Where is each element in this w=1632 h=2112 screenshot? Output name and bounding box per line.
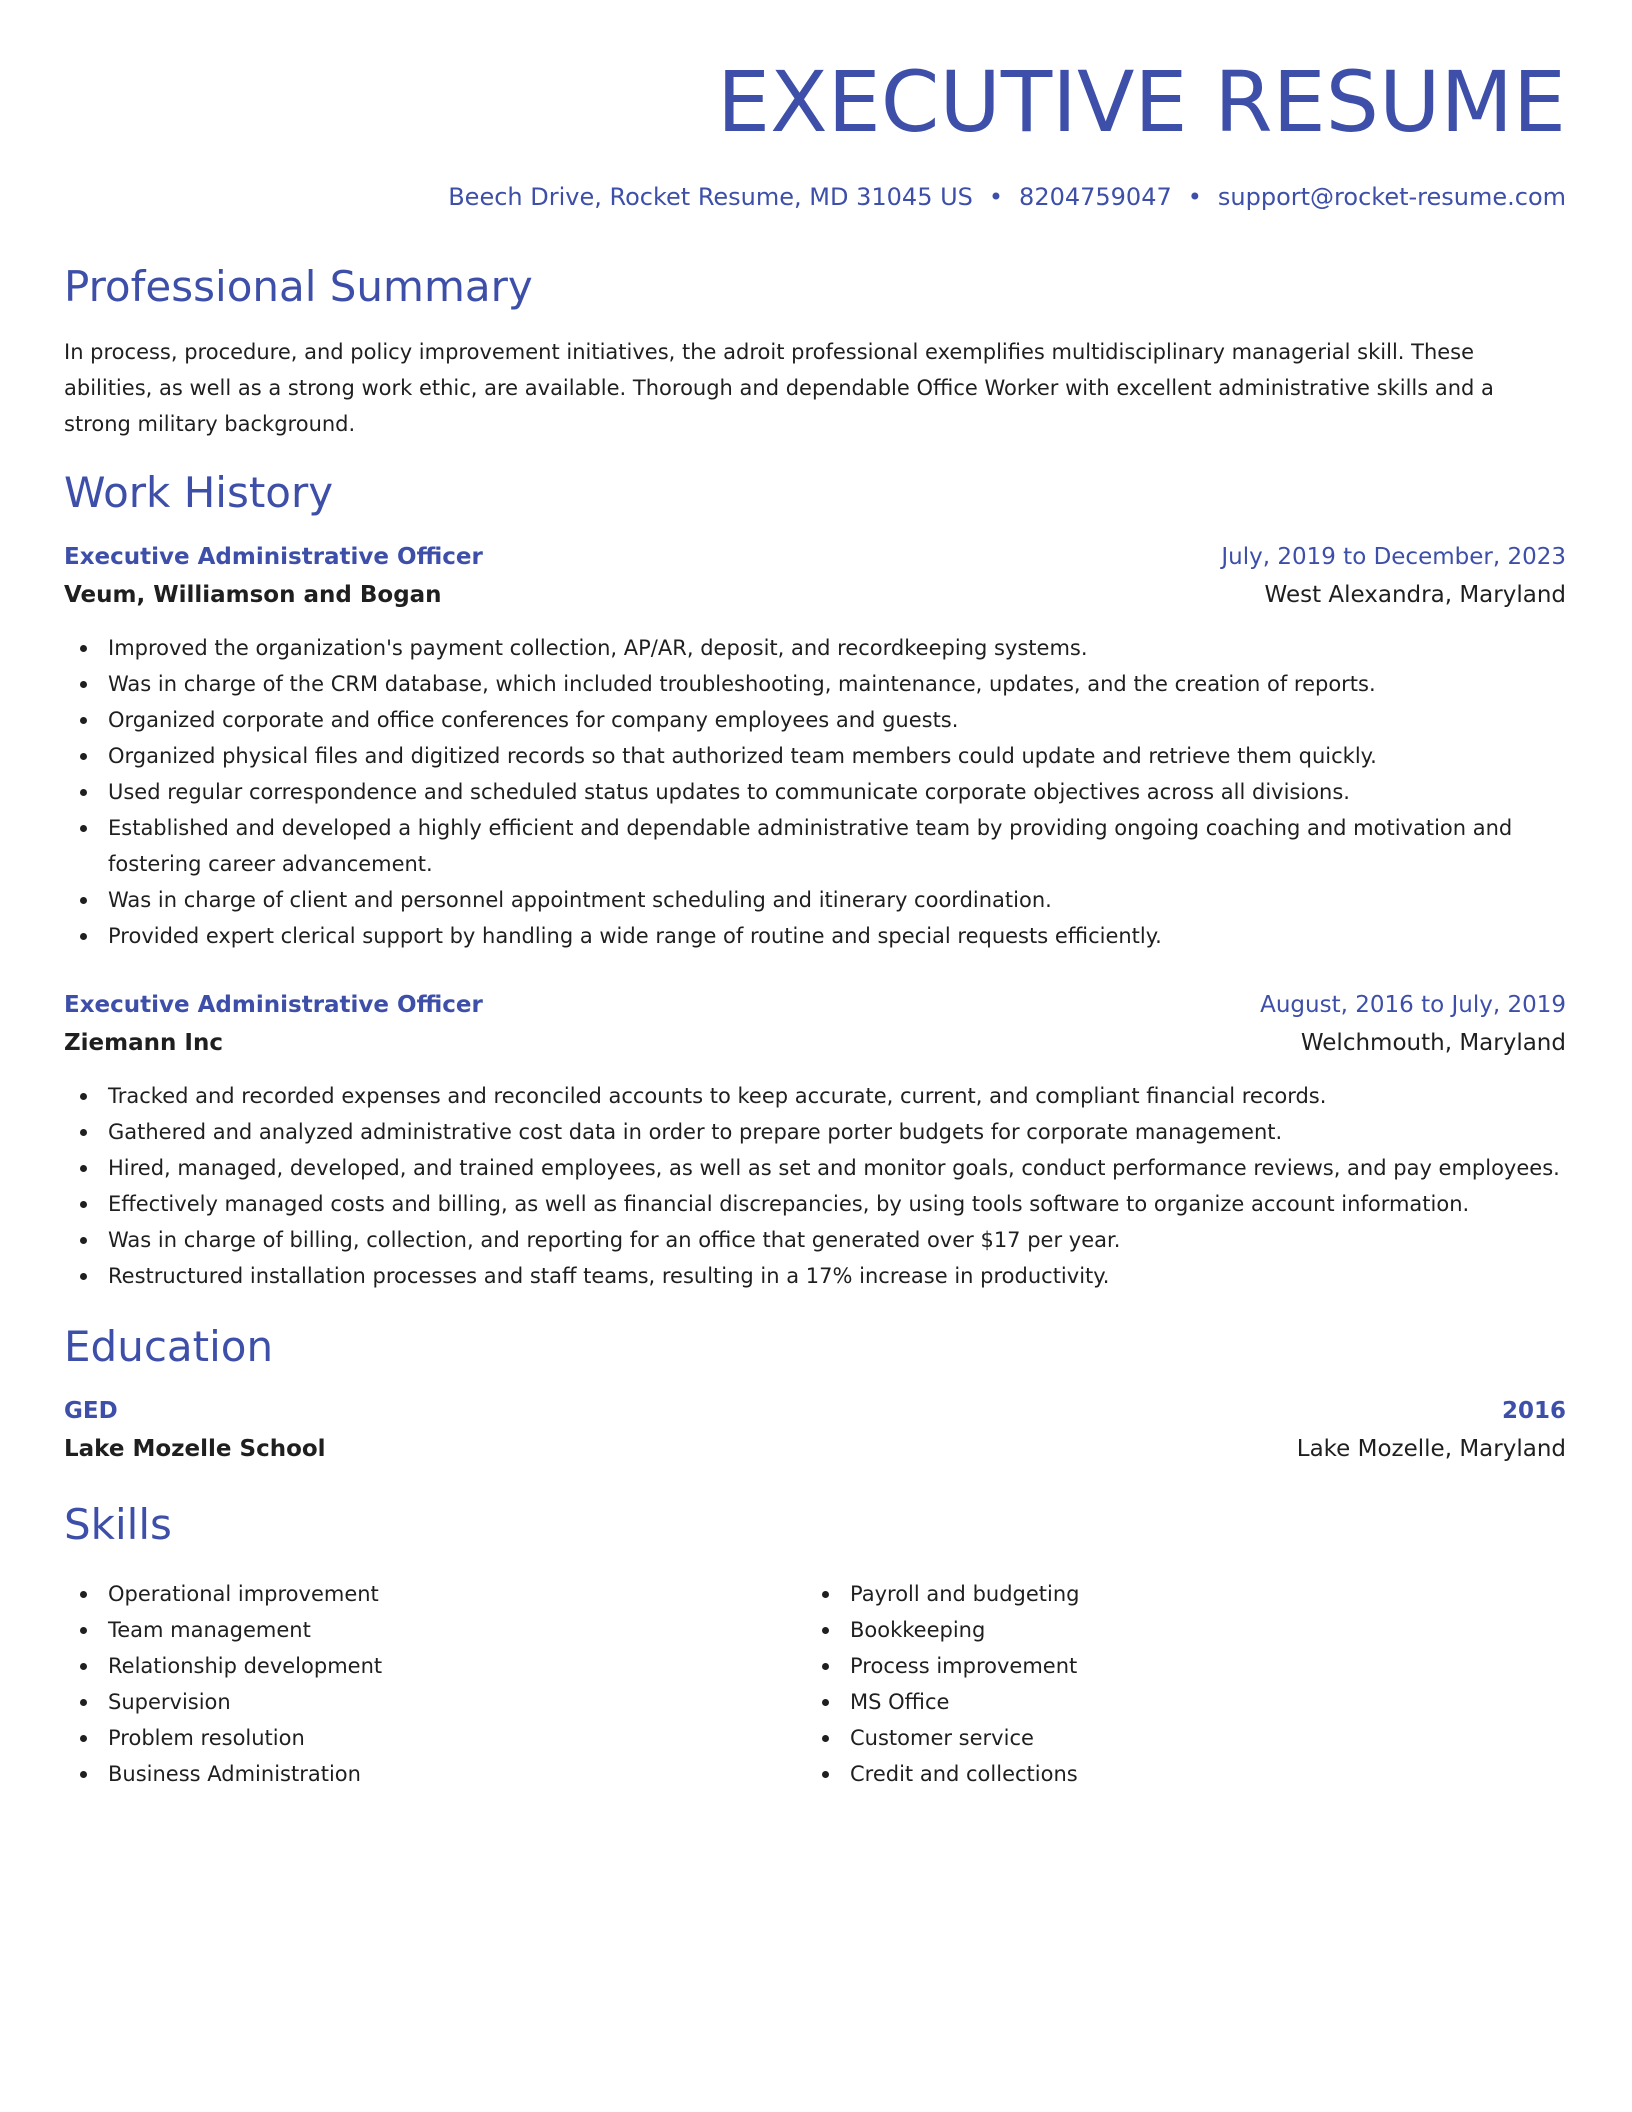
education-degree: GED [64, 1398, 118, 1424]
skill-item: Relationship development [64, 1648, 764, 1684]
list-item: Effectively managed costs and billing, as well as financial discrepancies, by using tools software to organize account information. [64, 1186, 1566, 1222]
skill-item: Customer service [806, 1720, 1506, 1756]
list-item: Provided expert clerical support by handling a wide range of routine and special requests efficiently. [64, 918, 1566, 954]
list-item: Hired, managed, developed, and trained employees, as well as set and monitor goals, conduct performance reviews, and pay employees. [64, 1150, 1566, 1186]
work-history-heading: Work History [64, 468, 334, 517]
contact-phone[interactable]: 8204759047 [1019, 183, 1172, 211]
job-location: Welchmouth, Maryland [1300, 1030, 1566, 1056]
list-item: Established and developed a highly efficient and dependable administrative team by providing ongoing coaching and motivation and fostering career advancement. [64, 810, 1566, 882]
contact-line [448, 180, 1566, 214]
skills-list-left [64, 1576, 764, 1792]
job-duties-list [64, 1078, 1566, 1294]
list-item: Improved the organization's payment collection, AP/AR, deposit, and recordkeeping systems. [64, 630, 1566, 666]
list-item: Organized corporate and office conferences for company employees and guests. [64, 702, 1566, 738]
skill-item: Payroll and budgeting [806, 1576, 1506, 1612]
skill-item: Business Administration [64, 1756, 764, 1792]
summary-heading: Professional Summary [64, 262, 533, 311]
job-entry [64, 538, 1566, 954]
skill-item: Problem resolution [64, 1720, 764, 1756]
skill-item: Credit and collections [806, 1756, 1506, 1792]
summary-text: In process, procedure, and policy improvement initiatives, the adroit professional exemplifies multidisciplinary managerial skill. These abilities, as well as a strong work ethic, are available. Thorough and dependable Office Worker with excellent administrative skills and a strong military background. [64, 340, 1494, 436]
job-title: Executive Administrative Officer [64, 992, 483, 1018]
list-item: Was in charge of client and personnel appointment scheduling and itinerary coordination. [64, 882, 1566, 918]
job-dates: August, 2016 to July, 2019 [1260, 992, 1566, 1018]
job-company: Veum, Williamson and Bogan [64, 582, 442, 608]
list-item: Tracked and recorded expenses and reconciled accounts to keep accurate, current, and compliant financial records. [64, 1078, 1566, 1114]
job-duties-list [64, 630, 1566, 954]
list-item: Was in charge of billing, collection, and reporting for an office that generated over $17 per year. [64, 1222, 1566, 1258]
job-company: Ziemann Inc [64, 1030, 223, 1056]
separator-dot: • [1187, 183, 1202, 211]
skills-list-right [806, 1576, 1506, 1792]
list-item: Restructured installation processes and staff teams, resulting in a 17% increase in productivity. [64, 1258, 1566, 1294]
skill-item: Bookkeeping [806, 1612, 1506, 1648]
contact-address: Beech Drive, Rocket Resume, MD 31045 US [448, 183, 973, 211]
skill-item: Supervision [64, 1684, 764, 1720]
separator-dot: • [988, 183, 1004, 211]
list-item: Used regular correspondence and scheduled status updates to communicate corporate objectives across all divisions. [64, 774, 1566, 810]
skill-item: Process improvement [806, 1648, 1506, 1684]
education-year: 2016 [1501, 1398, 1566, 1424]
education-location: Lake Mozelle, Maryland [1296, 1436, 1566, 1462]
list-item: Was in charge of the CRM database, which included troubleshooting, maintenance, updates, and the creation of reports. [64, 666, 1566, 702]
job-dates: July, 2019 to December, 2023 [1221, 544, 1566, 570]
education-school: Lake Mozelle School [64, 1436, 326, 1462]
list-item: Organized physical files and digitized records so that authorized team members could update and retrieve them quickly. [64, 738, 1566, 774]
job-location: West Alexandra, Maryland [1264, 582, 1566, 608]
contact-email[interactable]: support@rocket-resume.com [1217, 183, 1566, 211]
resume-title: EXECUTIVE RESUME [717, 53, 1566, 151]
job-entry [64, 986, 1566, 1294]
skill-item: Operational improvement [64, 1576, 764, 1612]
skill-item: Team management [64, 1612, 764, 1648]
skill-item: MS Office [806, 1684, 1506, 1720]
skills-heading: Skills [64, 1500, 172, 1549]
list-item: Gathered and analyzed administrative cost data in order to prepare porter budgets for corporate management. [64, 1114, 1566, 1150]
job-title: Executive Administrative Officer [64, 544, 483, 570]
education-entry [64, 1392, 1566, 1468]
education-heading: Education [64, 1322, 274, 1371]
